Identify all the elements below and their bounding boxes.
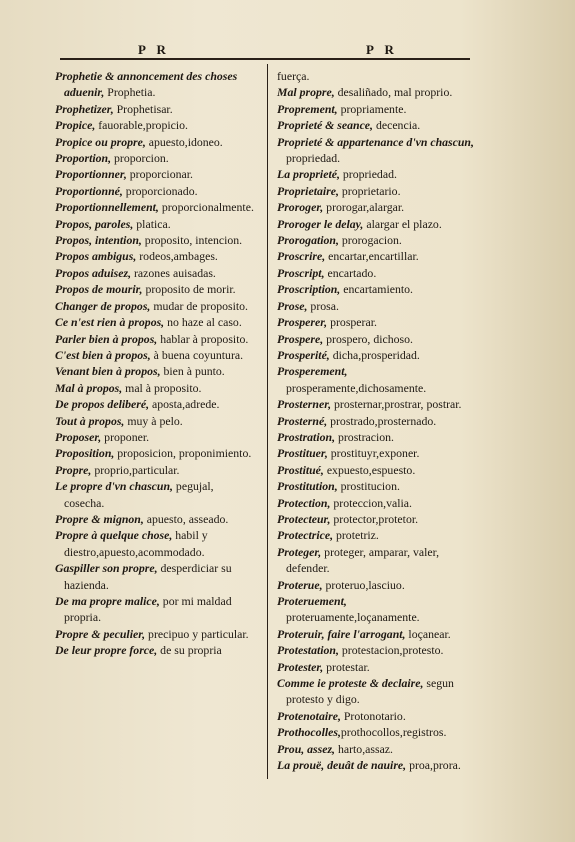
entry-translation: decencia. xyxy=(373,118,421,133)
dictionary-entry xyxy=(277,495,475,511)
entry-headword: Protectrice, xyxy=(277,528,334,543)
entry-headword: Proteruement, xyxy=(277,594,347,608)
dictionary-entry xyxy=(277,642,475,658)
entry-headword: Propre & peculier, xyxy=(55,626,146,641)
dictionary-entry xyxy=(277,396,475,412)
dictionary-entry xyxy=(277,429,475,445)
dictionary-entry xyxy=(55,462,255,478)
entry-headword: Parler bien à propos, xyxy=(55,331,158,346)
dictionary-entry xyxy=(55,134,255,150)
entry-headword: De leur propre force, xyxy=(55,643,158,658)
entry-translation: prothocollos,registros. xyxy=(340,725,447,740)
entry-headword: Protestation, xyxy=(277,643,339,658)
entry-translation: Prophetia. xyxy=(104,85,156,100)
dictionary-entry xyxy=(277,166,475,182)
entry-headword: Prothocolles, xyxy=(277,725,341,740)
entry-translation: à buena coyuntura. xyxy=(150,347,244,362)
entry-headword: De ma propre malice, xyxy=(55,594,160,608)
entry-translation: protetriz. xyxy=(333,528,379,543)
entry-translation: razones auisadas. xyxy=(131,265,216,280)
entry-headword: Proprietaire, xyxy=(277,183,339,198)
dictionary-entry xyxy=(55,281,255,297)
entry-headword: Proprieté & appartenance d'vn chascun, xyxy=(277,134,474,149)
dictionary-entry xyxy=(277,232,475,248)
entry-translation: expuesto,espuesto. xyxy=(323,462,416,477)
entry-headword: Prostration, xyxy=(277,429,336,444)
entry-translation: alargar el plazo. xyxy=(363,216,442,231)
dictionary-entry xyxy=(277,675,475,708)
entry-headword: Prosterner, xyxy=(277,397,332,412)
entry-headword: Propos ambigus, xyxy=(55,249,137,264)
dictionary-entry xyxy=(55,396,255,412)
entry-translation: loçanear. xyxy=(405,626,451,641)
entry-translation: proposito, intencion. xyxy=(141,233,243,248)
dictionary-entry xyxy=(277,117,475,133)
entry-headword: Mal propre, xyxy=(277,85,335,100)
entry-headword: Propos, intention, xyxy=(55,233,142,248)
dictionary-entry xyxy=(55,511,255,527)
entry-translation: rodeos,ambages. xyxy=(136,249,218,264)
entry-headword: Prosterné, xyxy=(277,413,328,428)
dictionary-entry xyxy=(55,642,255,658)
entry-headword: Proteruir, faire l'arrogant, xyxy=(277,626,406,641)
dictionary-entry xyxy=(55,248,255,264)
entry-headword: Proteger, xyxy=(277,544,322,559)
entry-headword: Proposition, xyxy=(55,446,115,461)
entry-translation: bien à punto. xyxy=(160,364,225,379)
entry-translation: hablar à proposito. xyxy=(157,331,249,346)
entry-headword: Prostitué, xyxy=(277,462,324,477)
dictionary-entry xyxy=(277,298,475,314)
dictionary-entry xyxy=(277,511,475,527)
entry-translation: apuesto,idoneo. xyxy=(145,134,223,149)
entry-headword: Venant bien à propos, xyxy=(55,364,161,379)
entry-translation: prosperamente,dichosamente. xyxy=(286,380,427,395)
entry-headword: Proscript, xyxy=(277,265,325,280)
entry-headword: Proprement, xyxy=(277,101,338,116)
entry-translation: protestacion,protesto. xyxy=(338,643,444,658)
dictionary-entry xyxy=(277,68,475,84)
dictionary-entry xyxy=(55,413,255,429)
entry-headword: La prouë, deuât de nauire, xyxy=(277,758,407,773)
entry-headword: Ce n'est rien à propos, xyxy=(55,315,165,330)
dictionary-entry xyxy=(55,429,255,445)
entry-translation: habil y diestro,apuesto,acommodado. xyxy=(64,528,208,559)
entry-headword: Prose, xyxy=(277,298,308,313)
entry-headword: Prospere, xyxy=(277,331,324,346)
entry-translation: desaliñado, mal proprio. xyxy=(334,85,453,100)
entry-headword: Proprieté & seance, xyxy=(277,118,373,133)
entry-headword: Protester, xyxy=(277,659,324,674)
dictionary-entry xyxy=(55,560,255,593)
dictionary-entry xyxy=(55,445,255,461)
entry-headword: Protection, xyxy=(277,495,331,510)
entry-headword: Propos, paroles, xyxy=(55,216,134,231)
dictionary-entry xyxy=(55,626,255,642)
entry-headword: Prostitution, xyxy=(277,479,338,494)
entry-translation: Prophetisar. xyxy=(113,101,173,116)
entry-translation: fuerça. xyxy=(277,69,310,83)
right-column xyxy=(277,68,475,773)
entry-headword: Prosperité, xyxy=(277,347,330,362)
entry-translation: fauorable,propicio. xyxy=(95,118,188,133)
dictionary-entry xyxy=(277,134,475,167)
entry-headword: Proportionner, xyxy=(55,167,127,182)
entry-translation: prostituyr,exponer. xyxy=(327,446,420,461)
dictionary-entry xyxy=(55,166,255,182)
entry-headword: Prorogation, xyxy=(277,233,339,248)
dictionary-entry xyxy=(55,265,255,281)
entry-translation: proprio,particular. xyxy=(91,462,180,477)
entry-headword: Gaspiller son propre, xyxy=(55,561,158,576)
entry-translation: prostracion. xyxy=(335,429,394,444)
entry-headword: Propre, xyxy=(55,462,92,477)
entry-headword: Prosperement, xyxy=(277,364,348,379)
entry-translation: platica. xyxy=(133,216,171,231)
entry-headword: Protenotaire, xyxy=(277,708,341,723)
entry-headword: Propice ou propre, xyxy=(55,134,146,149)
entry-translation: encartado. xyxy=(324,265,377,280)
entry-headword: Propre à quelque chose, xyxy=(55,528,173,543)
entry-headword: Proposer, xyxy=(55,429,102,444)
entry-translation: proteccion,valia. xyxy=(330,495,412,510)
dictionary-entry xyxy=(55,593,255,626)
dictionary-entry xyxy=(277,659,475,675)
entry-translation: protector,protetor. xyxy=(330,511,419,526)
dictionary-entry xyxy=(277,199,475,215)
entry-headword: Mal à propos, xyxy=(55,380,123,395)
entry-headword: Proportionnellement, xyxy=(55,200,159,215)
entry-translation: precipuo y particular. xyxy=(145,626,249,641)
dictionary-entry xyxy=(277,84,475,100)
dictionary-entry xyxy=(277,101,475,117)
dictionary-entry xyxy=(277,577,475,593)
entry-headword: Proterue, xyxy=(277,577,323,592)
entry-headword: C'est bien à propos, xyxy=(55,347,151,362)
entry-translation: encartar,encartillar. xyxy=(325,249,419,264)
column-divider xyxy=(267,64,268,779)
entry-translation: mudar de proposito. xyxy=(150,298,249,313)
dictionary-entry xyxy=(277,462,475,478)
entry-headword: Propos aduisez, xyxy=(55,265,132,280)
entry-translation: apuesto, asseado. xyxy=(143,511,229,526)
entry-headword: Prou, assez, xyxy=(277,741,336,756)
dictionary-entry xyxy=(277,183,475,199)
entry-translation: prostrado,prosternado. xyxy=(327,413,437,428)
dictionary-entry xyxy=(277,724,475,740)
dictionary-entry xyxy=(277,741,475,757)
entry-headword: Prophetizer, xyxy=(55,101,114,116)
entry-translation: proposito de morir. xyxy=(142,282,236,297)
entry-translation: proponer. xyxy=(101,429,150,444)
entry-translation: prorogacion. xyxy=(338,233,402,248)
entry-headword: Propre & mignon, xyxy=(55,511,144,526)
entry-translation: proteger, amparar, valer, defender. xyxy=(286,544,440,576)
entry-translation: proposicion, proponimiento. xyxy=(114,446,252,461)
dictionary-entry xyxy=(277,347,475,363)
entry-translation: por mi maldad propria. xyxy=(64,594,232,625)
header-rule xyxy=(60,58,470,60)
entry-translation: prospero, dichoso. xyxy=(323,331,413,346)
entry-translation: proporcion. xyxy=(111,151,169,166)
entry-headword: Tout à propos, xyxy=(55,413,125,428)
entry-translation: proa,prora. xyxy=(406,758,461,773)
dictionary-entry xyxy=(55,527,255,560)
entry-headword: Propice, xyxy=(55,118,96,133)
entry-headword: Le propre d'vn chascun, xyxy=(55,479,173,494)
dictionary-entry xyxy=(277,445,475,461)
entry-translation: mal à proposito. xyxy=(122,380,202,395)
dictionary-entry xyxy=(277,265,475,281)
entry-translation: pegujal, cosecha. xyxy=(64,479,214,510)
dictionary-entry xyxy=(55,150,255,166)
dictionary-entry xyxy=(277,331,475,347)
dictionary-entry xyxy=(55,101,255,117)
dictionary-entry xyxy=(55,298,255,314)
entry-headword: Proroger, xyxy=(277,200,324,215)
entry-headword: Prosperer, xyxy=(277,315,328,330)
entry-headword: La proprieté, xyxy=(277,167,340,182)
dictionary-entry xyxy=(277,314,475,330)
left-column xyxy=(55,68,255,659)
entry-translation: proporcionado. xyxy=(122,183,198,198)
entry-headword: Changer de propos, xyxy=(55,298,151,313)
dictionary-entry xyxy=(277,757,475,773)
entry-headword: De propos deliberé, xyxy=(55,397,150,412)
entry-translation: proteruamente,loçanamente. xyxy=(286,610,420,625)
entry-translation: propriamente. xyxy=(337,101,407,116)
entry-translation: proprietario. xyxy=(338,183,401,198)
entry-translation: encartamiento. xyxy=(340,282,413,297)
entry-translation: dicha,prosperidad. xyxy=(329,347,420,362)
entry-translation: prosternar,prostrar, postrar. xyxy=(331,397,462,412)
dictionary-entry xyxy=(55,314,255,330)
dictionary-entry xyxy=(277,593,475,626)
entry-translation: proporcionalmente. xyxy=(158,200,254,215)
entry-translation: desperdiciar su hazienda. xyxy=(64,561,232,592)
entry-translation: proporcionar. xyxy=(126,167,193,182)
dictionary-entry xyxy=(277,363,475,396)
entry-headword: Prophetie & annoncement des choses aduenir, xyxy=(55,69,238,100)
dictionary-entry xyxy=(55,216,255,232)
entry-translation: segun protesto y digo. xyxy=(286,676,454,707)
entry-headword: Proportion, xyxy=(55,151,112,166)
dictionary-entry xyxy=(55,331,255,347)
running-head-right: P R xyxy=(366,42,398,57)
dictionary-entry xyxy=(55,347,255,363)
entry-translation: harto,assaz. xyxy=(335,741,393,756)
entry-translation: prosperar. xyxy=(327,315,377,330)
dictionary-entry xyxy=(55,363,255,379)
dictionary-entry xyxy=(277,281,475,297)
dictionary-entry xyxy=(277,248,475,264)
dictionary-entry xyxy=(277,708,475,724)
dictionary-entry xyxy=(277,413,475,429)
entry-translation: no haze al caso. xyxy=(164,315,242,330)
dictionary-entry xyxy=(277,626,475,642)
entry-translation: prostitucion. xyxy=(337,479,400,494)
entry-headword: Prostituer, xyxy=(277,446,328,461)
dictionary-entry xyxy=(277,216,475,232)
dictionary-entry xyxy=(55,380,255,396)
entry-translation: Protonotario. xyxy=(340,708,406,723)
entry-translation: muy à pelo. xyxy=(124,413,183,428)
entry-headword: Protecteur, xyxy=(277,511,331,526)
entry-headword: Comme ie proteste & declaire, xyxy=(277,676,424,691)
entry-headword: Propos de mourir, xyxy=(55,282,143,297)
entry-translation: proteruo,lasciuo. xyxy=(322,577,405,592)
dictionary-entry xyxy=(55,478,255,511)
entry-translation: propriedad. xyxy=(339,167,397,182)
dictionary-entry xyxy=(55,68,255,101)
entry-translation: propriedad. xyxy=(286,151,341,166)
dictionary-entry xyxy=(55,232,255,248)
entry-translation: aposta,adrede. xyxy=(149,397,220,412)
dictionary-entry xyxy=(55,117,255,133)
dictionary-entry xyxy=(55,199,255,215)
entry-headword: Proroger le delay, xyxy=(277,216,364,231)
running-head-left: P R xyxy=(138,42,170,57)
entry-translation: protestar. xyxy=(323,659,370,674)
dictionary-entry xyxy=(277,544,475,577)
entry-translation: de su propria xyxy=(157,643,222,658)
entry-headword: Proscription, xyxy=(277,282,341,297)
entry-headword: Proportionné, xyxy=(55,183,123,198)
entry-headword: Proscrire, xyxy=(277,249,326,264)
dictionary-entry xyxy=(55,183,255,199)
dictionary-entry xyxy=(277,527,475,543)
entry-translation: prorogar,alargar. xyxy=(323,200,405,215)
entry-translation: prosa. xyxy=(307,298,339,313)
dictionary-entry xyxy=(277,478,475,494)
